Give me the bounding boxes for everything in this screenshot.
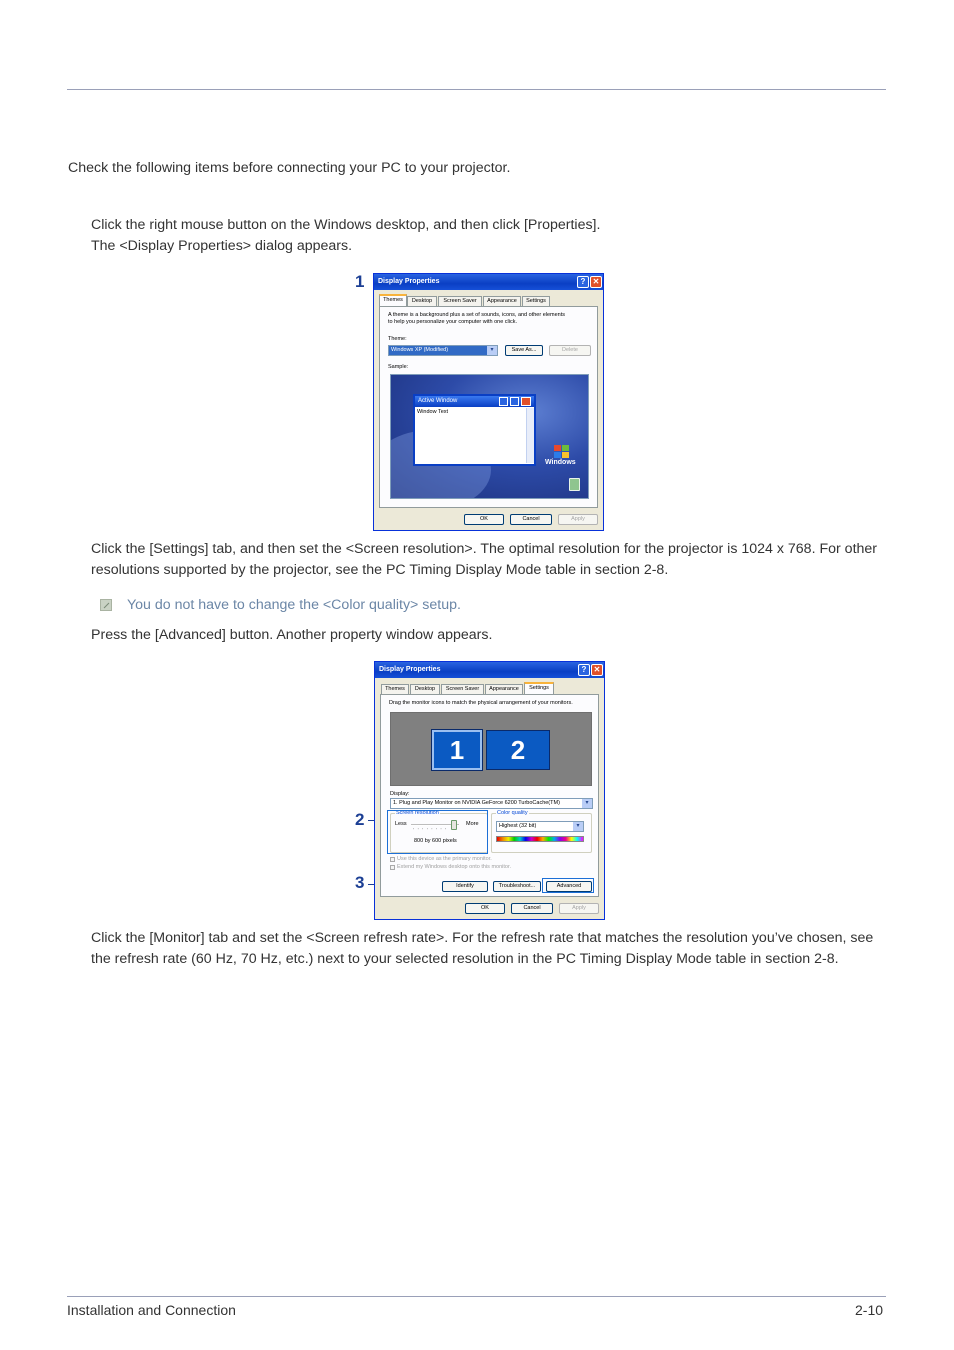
ok-button[interactable]: OK bbox=[464, 514, 504, 525]
tab-settings[interactable]: Settings bbox=[524, 682, 554, 694]
recycle-bin-icon bbox=[569, 478, 580, 491]
intro-text: Check the following items before connecting your PC to your projector. bbox=[68, 160, 511, 176]
step4-line1: Click the [Monitor] tab and set the <Screen refresh rate>. For the refresh rate that matches the resolution you’ve chosen, see bbox=[91, 930, 874, 946]
theme-label: Theme: bbox=[388, 336, 407, 342]
step3-text: Press the [Advanced] button. Another property window appears. bbox=[91, 627, 493, 643]
sample-label: Sample: bbox=[388, 364, 409, 370]
close-icon bbox=[521, 397, 531, 406]
windows-logo-text: Windows bbox=[545, 459, 576, 466]
sample-scrollbar bbox=[526, 408, 534, 463]
sample-active-window bbox=[413, 394, 536, 466]
identify-button[interactable]: Identify bbox=[442, 881, 488, 892]
color-quality-group bbox=[491, 810, 592, 853]
chevron-down-icon: ▾ bbox=[573, 822, 583, 831]
ok-button[interactable]: OK bbox=[465, 903, 505, 914]
dialog2-titlebar bbox=[375, 662, 604, 678]
dialog2-title: Display Properties bbox=[379, 666, 441, 673]
apply-button[interactable]: Apply bbox=[558, 514, 598, 525]
settings-panel bbox=[380, 694, 599, 897]
figure2-callout-3: 3 bbox=[355, 873, 365, 892]
figure1-callout: 1 bbox=[355, 272, 365, 291]
theme-select[interactable] bbox=[388, 345, 498, 356]
dialog-titlebar bbox=[374, 274, 603, 290]
monitor-arrangement-area bbox=[390, 712, 592, 786]
theme-value: Windows XP (Modified) bbox=[391, 347, 449, 353]
tab-desktop[interactable]: Desktop bbox=[410, 684, 440, 694]
advanced-button[interactable]: Advanced bbox=[546, 881, 592, 892]
monitor-1-icon[interactable]: 1 bbox=[432, 730, 482, 770]
theme-description-1: A theme is a background plus a set of sounds, icons, and other elements bbox=[388, 312, 566, 318]
close-button[interactable]: ✕ bbox=[591, 664, 603, 676]
theme-description-2: to help you personalize your computer with one click. bbox=[388, 319, 518, 325]
primary-monitor-checkbox[interactable] bbox=[390, 857, 395, 862]
close-button[interactable]: ✕ bbox=[590, 276, 602, 288]
tab-appearance[interactable]: Appearance bbox=[483, 296, 521, 306]
color-quality-label: Color quality bbox=[497, 810, 528, 816]
note-icon bbox=[100, 599, 112, 611]
help-button[interactable]: ? bbox=[578, 664, 590, 676]
sample-window-title: Active Window bbox=[415, 396, 534, 407]
cancel-button[interactable]: Cancel bbox=[510, 514, 552, 525]
tab-themes[interactable]: Themes bbox=[379, 294, 407, 306]
note-text: You do not have to change the <Color quality> setup. bbox=[127, 597, 461, 613]
display-label: Display: bbox=[390, 791, 410, 797]
dialog-title: Display Properties bbox=[378, 278, 440, 285]
step2-line2: resolutions supported by the projector, see the PC Timing Display Mode table in section 2-8. bbox=[91, 562, 669, 578]
extend-desktop-checkbox[interactable] bbox=[390, 865, 395, 870]
display-value: 1. Plug and Play Monitor on NVIDIA GeForce 6200 TurboCache(TM) bbox=[393, 800, 560, 806]
more-label: More bbox=[466, 821, 479, 827]
tab-settings[interactable]: Settings bbox=[522, 296, 550, 306]
tab-appearance[interactable]: Appearance bbox=[485, 684, 523, 694]
save-as-button[interactable]: Save As... bbox=[505, 345, 543, 356]
step2-line1: Click the [Settings] tab, and then set the <Screen resolution>. The optimal resolution for the projector is 1024 x 768. For other bbox=[91, 541, 878, 557]
screen-resolution-highlight bbox=[387, 810, 488, 854]
monitor-instruction: Drag the monitor icons to match the physical arrangement of your monitors. bbox=[389, 700, 573, 706]
color-spectrum-bar bbox=[496, 836, 584, 842]
tab-screen-saver[interactable]: Screen Saver bbox=[441, 684, 484, 694]
delete-button[interactable]: Delete bbox=[549, 345, 591, 356]
footer-rule bbox=[67, 1296, 886, 1297]
display-select[interactable] bbox=[390, 798, 593, 809]
header-rule bbox=[67, 89, 886, 90]
apply-button[interactable]: Apply bbox=[559, 903, 599, 914]
step1-line1: Click the right mouse button on the Windows desktop, and then click [Properties]. bbox=[91, 217, 601, 233]
slider-ticks: ' ' ' ' ' ' ' ' bbox=[413, 828, 448, 834]
step4-line2: the refresh rate (60 Hz, 70 Hz, etc.) next to your selected resolution in the PC Timing Display Mode table in section 2-8. bbox=[91, 951, 839, 967]
step1-line2: The <Display Properties> dialog appears. bbox=[91, 238, 353, 254]
chevron-down-icon: ▾ bbox=[487, 346, 497, 355]
extend-desktop-label: Extend my Windows desktop onto this monitor. bbox=[397, 864, 512, 870]
resolution-value: 800 by 600 pixels bbox=[414, 838, 457, 844]
cancel-button[interactable]: Cancel bbox=[511, 903, 553, 914]
color-value: Highest (32 bit) bbox=[499, 823, 537, 829]
figure2-callout-2: 2 bbox=[355, 810, 365, 829]
themes-panel bbox=[379, 306, 598, 508]
troubleshoot-button[interactable]: Troubleshoot... bbox=[493, 881, 541, 892]
minimize-icon bbox=[499, 397, 508, 406]
chevron-down-icon: ▾ bbox=[582, 799, 592, 808]
sample-window-text: Window Text bbox=[417, 409, 449, 415]
advanced-button-highlight bbox=[542, 878, 594, 893]
display-properties-dialog-themes bbox=[373, 273, 604, 531]
less-label: Less bbox=[395, 821, 407, 827]
color-quality-select[interactable] bbox=[496, 821, 584, 832]
help-button[interactable]: ? bbox=[577, 276, 589, 288]
tab-screen-saver[interactable]: Screen Saver bbox=[438, 296, 482, 306]
windows-logo-icon bbox=[554, 445, 570, 459]
tab-desktop[interactable]: Desktop bbox=[407, 296, 437, 306]
monitor-2-icon[interactable]: 2 bbox=[486, 730, 550, 770]
footer-section-title: Installation and Connection bbox=[67, 1302, 236, 1318]
screen-resolution-label: Screen resolution bbox=[396, 810, 439, 816]
maximize-icon bbox=[510, 397, 519, 406]
page-number: 2-10 bbox=[855, 1302, 884, 1318]
primary-monitor-label: Use this device as the primary monitor. bbox=[397, 856, 492, 862]
tab-themes[interactable]: Themes bbox=[381, 684, 409, 694]
theme-sample-preview bbox=[390, 374, 589, 499]
